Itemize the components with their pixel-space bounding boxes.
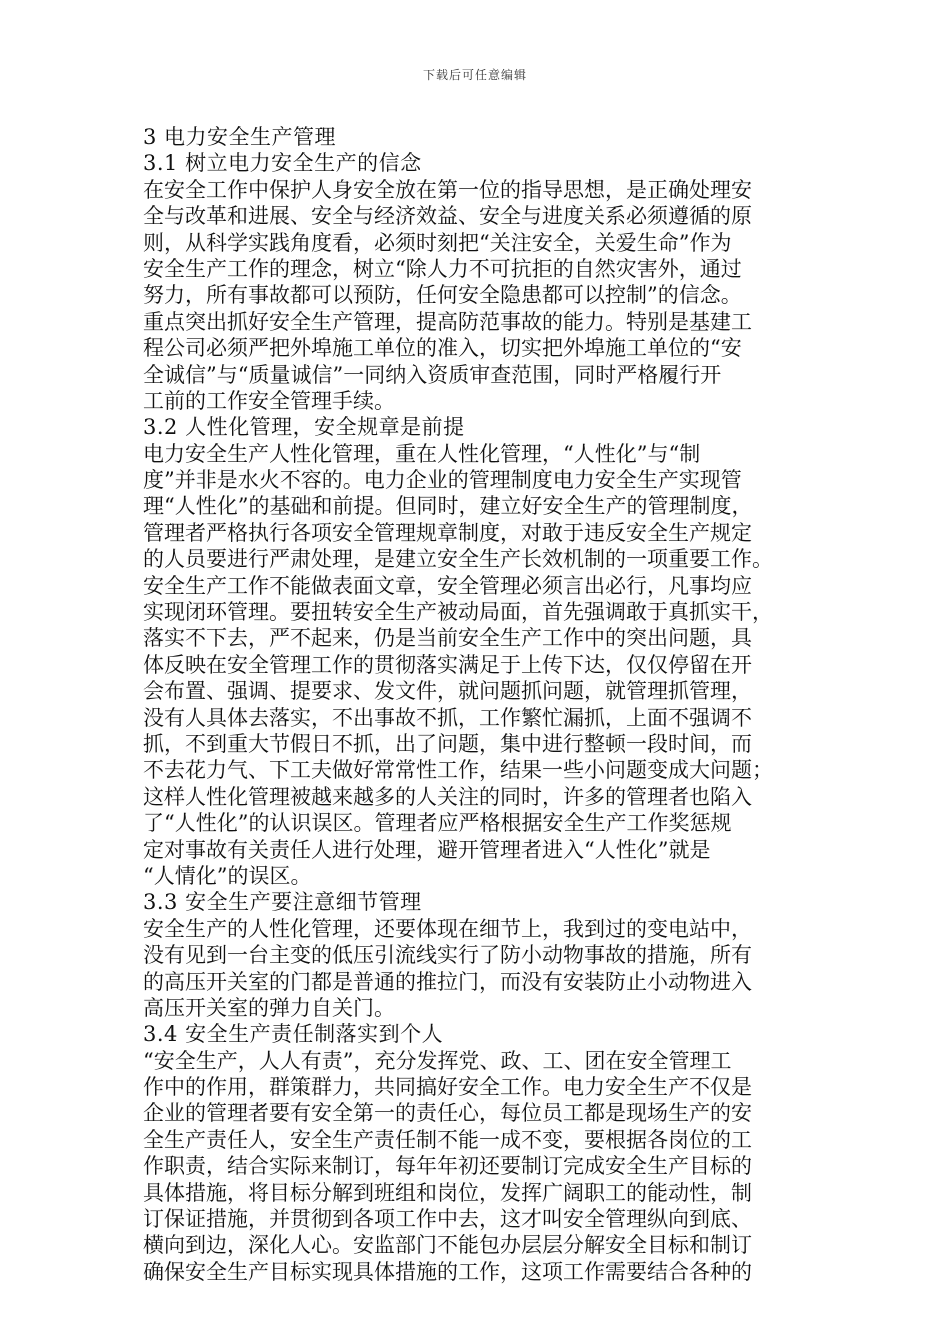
paragraph-line: 横向到边，深化人心。安监部门不能包办层层分解安全目标和制订 [143,1233,752,1258]
paragraph-line: 确保安全生产目标实现具体措施的工作，这项工作需要结合各种的 [143,1259,752,1284]
paragraph-line: 定对事故有关责任人进行处理，避开管理者进入“人性化”就是 [143,837,711,862]
paragraph-line: 的高压开关室的门都是普通的推拉门，而没有安装防止小动物进入 [143,969,752,994]
paragraph-line: 度”并非是水火不容的。电力企业的管理制度电力安全生产实现管 [143,468,742,493]
paragraph-line: 实现闭环管理。要扭转安全生产被动局面，首先强调敢于真抓实干， [143,600,773,625]
paragraph-line: 作职责，结合实际来制订，每年年初还要制订完成安全生产目标的 [143,1154,752,1179]
paragraph-line: 程公司必须严把外埠施工单位的准入，切实把外埠施工单位的“安 [143,336,742,361]
paragraph-line: 具体措施，将目标分解到班组和岗位，发挥广阔职工的能动性，制 [143,1180,752,1205]
subsection-heading: 3.2 人性化管理，安全规章是前提 [143,415,465,440]
paragraph-line: 安全生产的人性化管理，还要体现在细节上，我到过的变电站中， [143,916,752,941]
section-heading: 3 电力安全生产管理 [143,125,337,149]
paragraph-line: “安全生产，人人有责”，充分发挥党、政、工、团在安全管理工 [143,1048,732,1073]
subsection-heading: 3.1 树立电力安全生产的信念 [143,151,422,176]
paragraph-line: 安全生产工作不能做表面文章，安全管理必须言出必行，凡事均应 [143,573,752,598]
paragraph-line: 全生产责任人，安全生产责任制不能一成不变，要根据各岗位的工 [143,1127,752,1152]
paragraph-line: 抓，不到重大节假日不抓，出了问题，集中进行整顿一段时间，而 [143,731,752,756]
page-header-note: 下载后可任意编辑 [422,68,527,82]
paragraph-line: 会布置、强调、提要求、发文件，就问题抓问题，就管理抓管理， [143,679,752,704]
paragraph-line: 了“人性化”的认识误区。管理者应严格根据安全生产工作奖惩规 [143,811,732,836]
paragraph-line: 订保证措施，并贯彻到各项工作中去，这才叫安全管理纵向到底、 [143,1207,752,1232]
paragraph-line: 不去花力气、下工夫做好常常性工作，结果一些小问题变成大问题； [143,758,773,783]
paragraph-line: 高压开关室的弹力自关门。 [143,995,395,1020]
paragraph-line: 理“人性化”的基础和前提。但同时，建立好安全生产的管理制度， [143,494,753,519]
paragraph-line: 重点突出抓好安全生产管理，提高防范事故的能力。特别是基建工 [143,309,752,334]
paragraph-line: 没有见到一台主变的低压引流线实行了防小动物事故的措施，所有 [143,943,752,968]
paragraph-line: 工前的工作安全管理手续。 [143,388,395,413]
paragraph-line: 企业的管理者要有安全第一的责任心，每位员工都是现场生产的安 [143,1101,752,1126]
paragraph-line: 电力安全生产人性化管理，重在人性化管理，“人性化”与“制 [143,441,701,466]
paragraph-line: 的人员要进行严肃处理，是建立安全生产长效机制的一项重要工作。 [143,547,773,572]
paragraph-line: 这样人性化管理被越来越多的人关注的同时，许多的管理者也陷入 [143,784,752,809]
paragraph-line: “人情化”的误区。 [143,863,312,888]
document-body [143,124,815,1285]
paragraph-line: 努力，所有事故都可以预防，任何安全隐患都可以控制”的信念。 [143,283,742,308]
paragraph-line: 管理者严格执行各项安全管理规章制度，对敢于违反安全生产规定 [143,520,752,545]
paragraph-line: 体反映在安全管理工作的贯彻落实满足于上传下达，仅仅停留在开 [143,652,752,677]
paragraph-line: 安全生产工作的理念，树立“除人力不可抗拒的自然灾害外，通过 [143,256,742,281]
paragraph-line: 没有人具体去落实，不出事故不抓，工作繁忙漏抓，上面不强调不 [143,705,752,730]
subsection-heading: 3.4 安全生产责任制落实到个人 [143,1022,444,1047]
paragraph-line: 全诚信”与“质量诚信”一同纳入资质审查范围，同时严格履行开 [143,362,722,387]
paragraph-line: 在安全工作中保护人身安全放在第一位的指导思想，是正确处理安 [143,177,752,202]
paragraph-line: 作中的作用，群策群力，共同搞好安全工作。电力安全生产不仅是 [143,1075,752,1100]
subsection-heading: 3.3 安全生产要注意细节管理 [143,890,422,915]
paragraph-line: 落实不下去，严不起来，仍是当前安全生产工作中的突出问题，具 [143,626,752,651]
paragraph-line: 则，从科学实践角度看，必须时刻把“关注安全，关爱生命”作为 [143,230,732,255]
paragraph-line: 全与改革和进展、安全与经济效益、安全与进度关系必须遵循的原 [143,204,752,229]
